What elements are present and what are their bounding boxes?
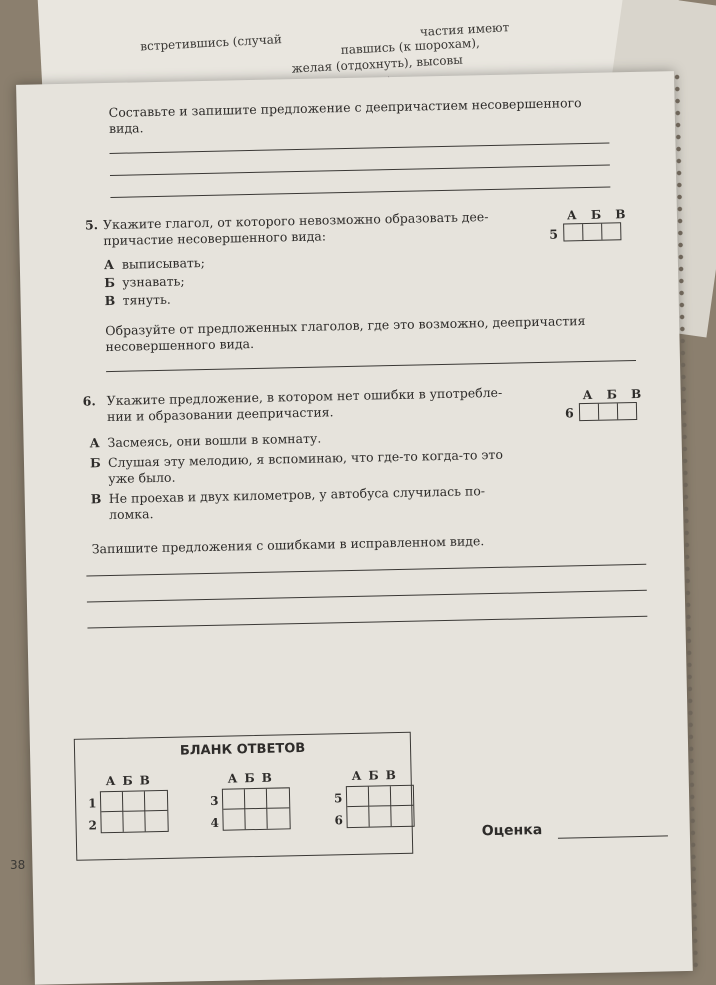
option-a	[89, 431, 321, 452]
grid-letters: АБВ	[227, 770, 279, 786]
question-text-line: Укажите предложение, в котором нет ошибки в употребле-	[106, 384, 503, 409]
answer-cell[interactable]	[145, 791, 167, 811]
answer-grid-5[interactable]	[563, 222, 621, 241]
bg-text-line: павшись (к шорохам),	[340, 35, 481, 58]
answer-grid-3-4[interactable]	[222, 787, 291, 830]
option-text: Слушая эту мелодию, я вспоминаю, что где-то когда-то это	[107, 446, 504, 471]
question-text-line: Укажите глагол, от которого невозможно образовать дее-	[102, 209, 489, 233]
bg-text-line: встретившись (случай	[139, 32, 283, 54]
answer-line[interactable]	[87, 616, 647, 629]
answer-cell[interactable]	[583, 224, 602, 240]
answer-grid-5-6[interactable]	[346, 785, 415, 828]
intro-text-line: Составьте и запишите предложение с деепричастием несовершенного	[108, 95, 582, 120]
answer-line[interactable]	[110, 186, 610, 197]
row-number: 3	[209, 793, 219, 808]
answer-cell[interactable]	[602, 223, 620, 239]
answer-line[interactable]	[87, 590, 647, 603]
option-b	[104, 273, 185, 291]
answer-cell[interactable]	[123, 811, 145, 831]
option-text-continued: уже было.	[108, 469, 176, 487]
grade-label: Оценка	[481, 822, 543, 840]
grade-line[interactable]	[558, 835, 668, 838]
option-text: тянуть.	[122, 291, 171, 308]
option-letter: А	[103, 256, 115, 273]
row-number: 1	[87, 796, 97, 811]
option-letter: В	[104, 292, 116, 309]
option-text: Не проехав и двух километров, у автобуса случилась по-	[108, 483, 486, 507]
option-letter: Б	[104, 274, 116, 291]
task-text-line: несовершенного вида.	[105, 335, 255, 355]
task-text-line: Запишите предложения с ошибками в исправленном виде.	[91, 533, 485, 557]
answer-sheet-title: БЛАНК ОТВЕТОВ	[179, 740, 306, 759]
option-letter: В	[90, 491, 102, 507]
option-c	[104, 292, 171, 309]
row-number: 5	[333, 791, 343, 806]
grid-letters: А Б В	[582, 386, 647, 403]
option-text: выписывать;	[121, 254, 206, 272]
answer-cell[interactable]	[580, 404, 599, 420]
bg-text-line: частия имеют	[419, 20, 510, 39]
answer-grid-6[interactable]	[579, 402, 637, 421]
answer-cell[interactable]	[123, 791, 145, 811]
answer-cell[interactable]	[101, 792, 123, 812]
answer-cell[interactable]	[369, 786, 391, 806]
option-letter: Б	[89, 455, 101, 471]
row-number: 2	[88, 818, 98, 833]
bg-text-line: желая (отдохнуть), высовы	[291, 52, 464, 76]
answer-cell[interactable]	[245, 809, 267, 829]
option-c	[91, 483, 486, 507]
answer-cell[interactable]	[267, 788, 289, 808]
answer-cell[interactable]	[347, 787, 369, 807]
answer-cell[interactable]	[347, 807, 369, 827]
option-a	[104, 255, 205, 273]
answer-cell[interactable]	[391, 806, 413, 826]
grid-letters: А Б В	[566, 207, 631, 223]
worksheet-page	[16, 71, 693, 985]
answer-cell[interactable]	[267, 808, 289, 828]
option-text-continued: ломка.	[108, 506, 154, 523]
intro-text-line: вида.	[108, 120, 144, 136]
answer-cell[interactable]	[145, 811, 167, 831]
answer-cell[interactable]	[391, 786, 413, 806]
option-letter: А	[89, 435, 100, 451]
question-number: 5.	[84, 217, 99, 233]
grid-number: 6	[564, 405, 574, 421]
row-number: 6	[334, 813, 344, 828]
answer-cell[interactable]	[618, 403, 636, 419]
question-number: 6.	[82, 393, 96, 409]
question-text-line: причастие несовершенного вида:	[103, 228, 327, 249]
grid-letters: АБВ	[351, 767, 403, 784]
answer-cell[interactable]	[599, 403, 618, 419]
grid-letters: АБВ	[105, 773, 157, 789]
answer-line[interactable]	[86, 564, 646, 577]
answer-cell[interactable]	[223, 809, 245, 829]
option-text: узнавать;	[122, 273, 185, 290]
grid-number: 5	[549, 226, 559, 242]
answer-sheet-box	[74, 732, 413, 861]
answer-line[interactable]	[110, 142, 610, 153]
answer-line[interactable]	[106, 360, 636, 372]
answer-cell[interactable]	[101, 812, 123, 832]
page-number: 38	[10, 858, 26, 872]
answer-cell[interactable]	[564, 224, 583, 240]
question-text-line: нии и образовании деепричастия.	[106, 404, 334, 425]
answer-grid-1-2[interactable]	[100, 790, 169, 833]
answer-cell[interactable]	[369, 806, 391, 826]
option-text: Засмеясь, они вошли в комнату.	[107, 430, 322, 451]
option-b	[90, 447, 503, 472]
answer-cell[interactable]	[245, 789, 267, 809]
task-text-line: Образуйте от предложенных глаголов, где это возможно, деепричастия	[105, 313, 586, 339]
answer-line[interactable]	[110, 164, 610, 175]
answer-cell[interactable]	[223, 789, 245, 809]
row-number: 4	[210, 815, 220, 830]
